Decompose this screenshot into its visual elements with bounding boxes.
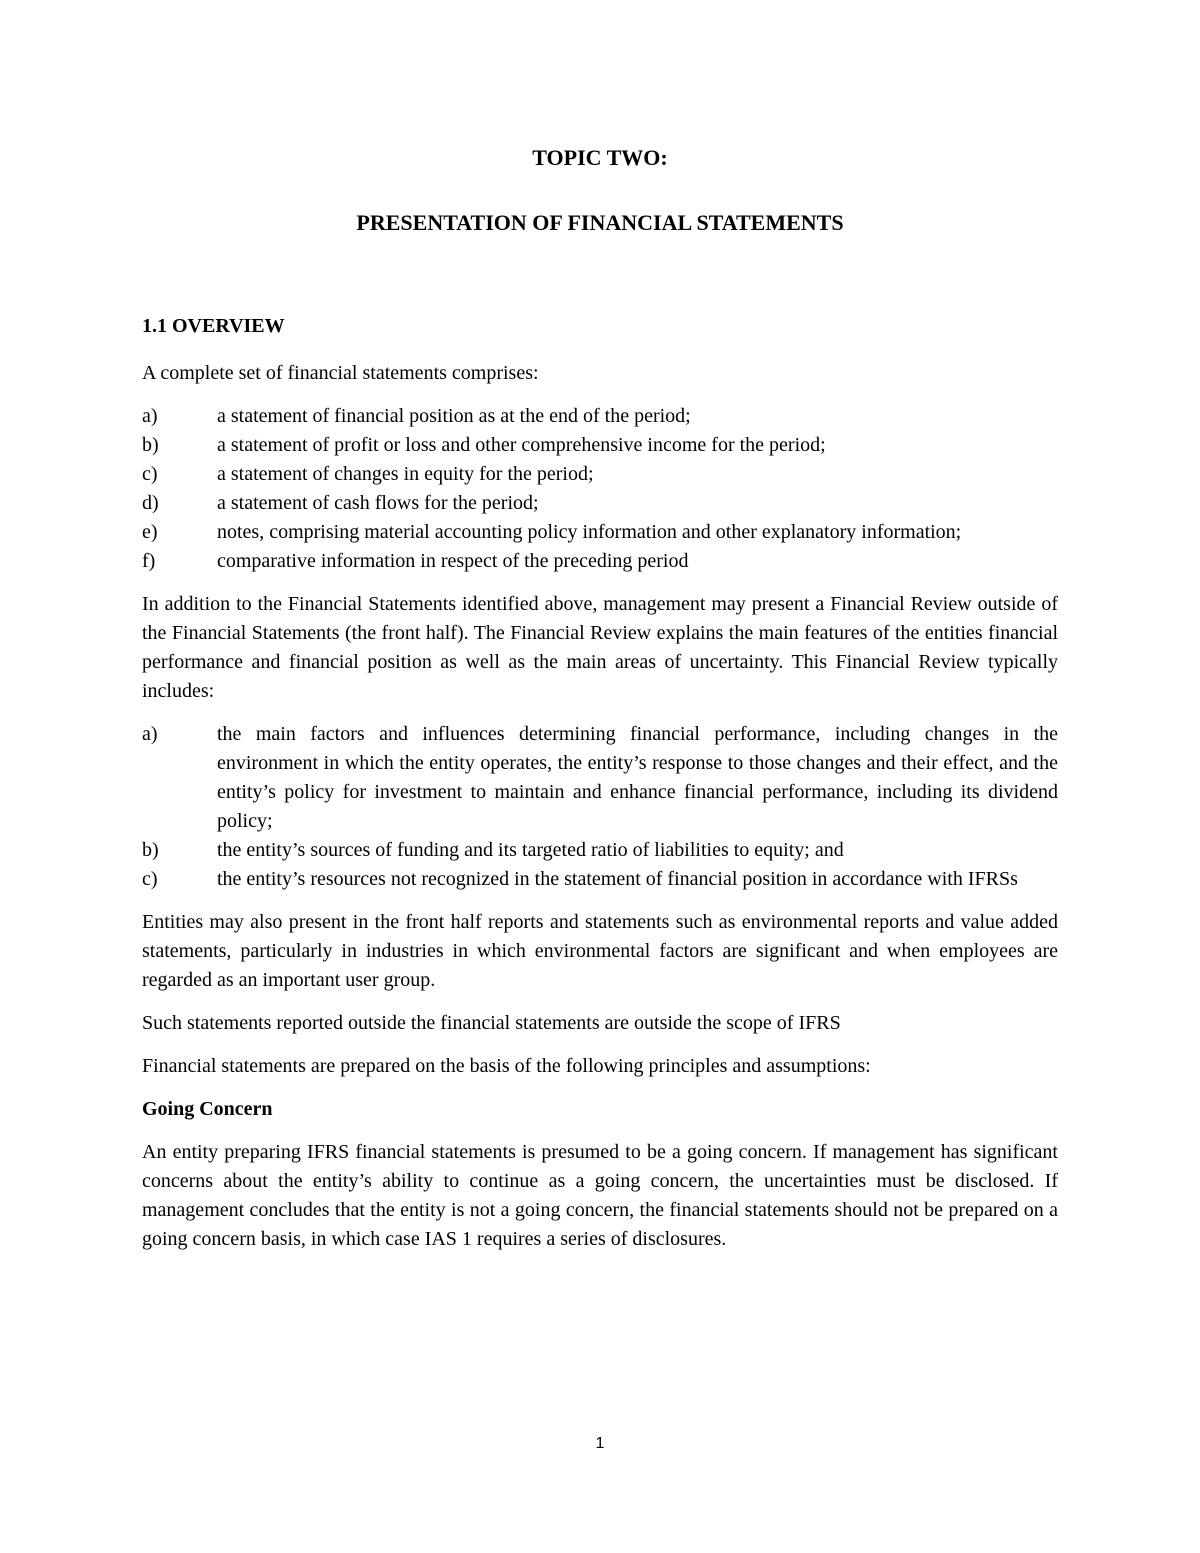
principles-paragraph: Financial statements are prepared on the basis of the following principles and assumptions: — [142, 1055, 871, 1077]
list-item-text: notes, comprising material accounting policy information and other explanatory information; — [217, 521, 962, 543]
scope-paragraph: Such statements reported outside the financial statements are outside the scope of IFRS — [142, 1012, 841, 1034]
list-item-text: the entity’s resources not recognized in the statement of financial position in accordance with IFRSs — [217, 868, 1018, 890]
list-marker: e) — [142, 521, 158, 543]
statements-list — [142, 402, 1058, 576]
list-marker: a) — [142, 723, 158, 745]
financial-review-paragraph: In addition to the Financial Statements identified above, management may present a Financial Review outside of the Financial Statements (the front half). The Financial Review explains the main features of the entities financial performance and financial position as well as the main areas of uncertainty. This Financial Review typically includes: — [142, 593, 1058, 702]
subheading-going-concern: Going Concern — [142, 1098, 273, 1120]
list-item-text: comparative information in respect of the preceding period — [217, 550, 689, 572]
financial-review-list — [142, 720, 1058, 894]
list-item — [142, 836, 1058, 865]
document-title: PRESENTATION OF FINANCIAL STATEMENTS — [356, 210, 844, 235]
list-marker: c) — [142, 463, 158, 485]
list-item — [142, 547, 1058, 576]
list-marker: b) — [142, 839, 159, 861]
list-marker: d) — [142, 492, 159, 514]
list-item — [142, 460, 1058, 489]
list-item — [142, 518, 1058, 547]
topic-label: TOPIC TWO: — [532, 145, 668, 170]
page-number: 1 — [595, 1435, 605, 1452]
list-marker: b) — [142, 434, 159, 456]
front-half-paragraph: Entities may also present in the front half reports and statements such as environmental reports and value added statements, particularly in industries in which environmental factors are significant and when employees are regarded as an important user group. — [142, 911, 1058, 991]
list-item-text: a statement of changes in equity for the period; — [217, 463, 594, 485]
body-text — [142, 359, 1058, 1268]
list-item-text: a statement of profit or loss and other comprehensive income for the period; — [217, 434, 826, 456]
section-heading-overview: 1.1 OVERVIEW — [142, 315, 285, 337]
list-item — [142, 489, 1058, 518]
list-item-text: a statement of financial position as at the end of the period; — [217, 405, 691, 427]
list-item — [142, 402, 1058, 431]
list-marker: c) — [142, 868, 158, 890]
list-item — [142, 431, 1058, 460]
list-item-text: the entity’s sources of funding and its targeted ratio of liabilities to equity; and — [217, 839, 844, 861]
overview-intro: A complete set of financial statements comprises: — [142, 362, 539, 384]
list-marker: f) — [142, 550, 156, 572]
list-item-text: the main factors and influences determining financial performance, including changes in the environment in which the entity operates, the entity’s response to those changes and their effect, and the entity’s policy for investment to maintain and enhance financial performance, including its dividend policy; — [217, 723, 1058, 832]
list-marker: a) — [142, 405, 158, 427]
going-concern-paragraph: An entity preparing IFRS financial statements is presumed to be a going concern. If management has significant concerns about the entity’s ability to continue as a going concern, the uncertainties must be disclosed. If management concludes that the entity is not a going concern, the financial statements should not be prepared on a going concern basis, in which case IAS 1 requires a series of disclosures. — [142, 1141, 1058, 1250]
list-item — [142, 720, 1058, 836]
list-item — [142, 865, 1058, 894]
list-item-text: a statement of cash flows for the period; — [217, 492, 539, 514]
